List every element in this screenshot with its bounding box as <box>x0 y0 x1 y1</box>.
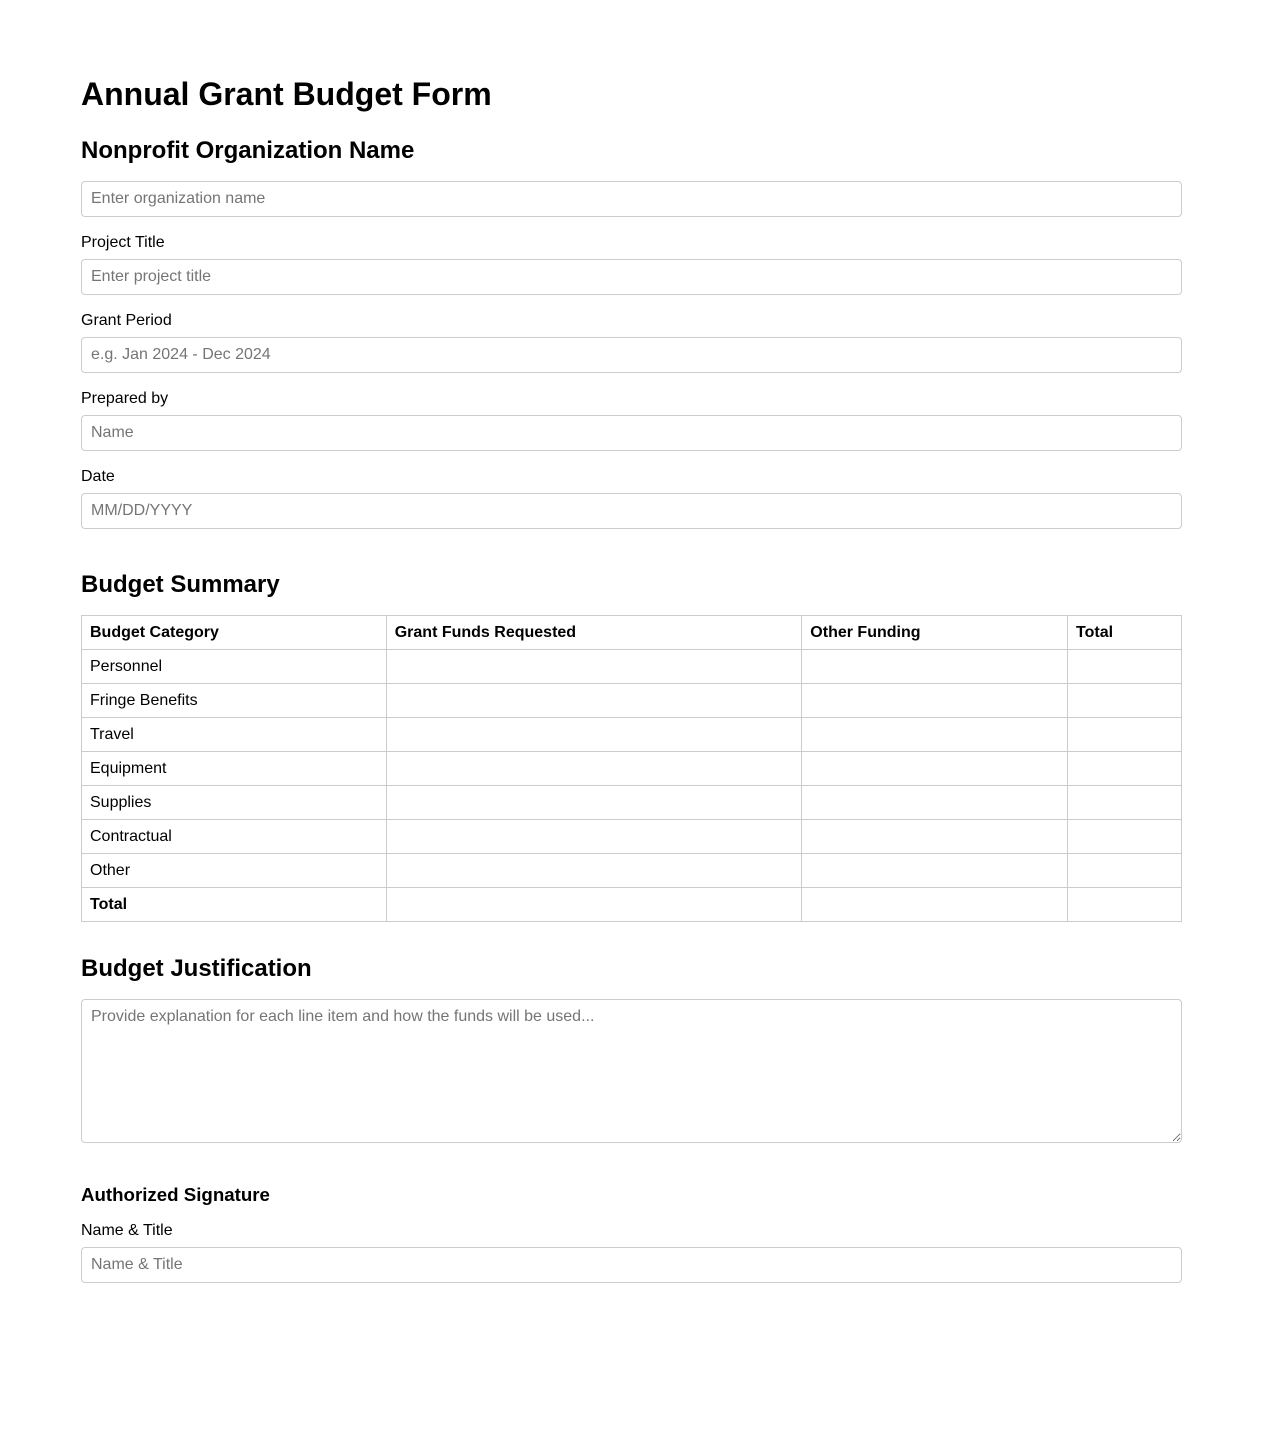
category-cell: Supplies <box>82 786 387 820</box>
total-cell[interactable] <box>1068 786 1182 820</box>
budget-justification-textarea[interactable] <box>81 999 1182 1143</box>
organization-name-input[interactable] <box>81 181 1182 217</box>
other-funding-cell[interactable] <box>802 854 1068 888</box>
table-row <box>82 684 1182 718</box>
date-label: Date <box>81 468 115 485</box>
category-cell: Fringe Benefits <box>82 684 387 718</box>
other-funding-cell[interactable] <box>802 820 1068 854</box>
other-funding-cell[interactable] <box>802 752 1068 786</box>
budget-summary-table <box>81 615 1182 922</box>
other-funding-cell[interactable] <box>802 786 1068 820</box>
grant-funds-cell[interactable] <box>386 854 802 888</box>
prepared-by-input[interactable] <box>81 415 1182 451</box>
total-cell[interactable] <box>1068 684 1182 718</box>
other-funding-cell[interactable] <box>802 718 1068 752</box>
grant-funds-cell[interactable] <box>386 650 802 684</box>
category-cell: Travel <box>82 718 387 752</box>
column-header-total: Total <box>1068 616 1182 650</box>
table-row <box>82 786 1182 820</box>
table-total-row <box>82 888 1182 922</box>
grant-funds-cell[interactable] <box>386 820 802 854</box>
organization-heading: Nonprofit Organization Name <box>81 137 415 164</box>
date-input[interactable] <box>81 493 1182 529</box>
grand-total-cell[interactable] <box>1068 888 1182 922</box>
grant-funds-cell[interactable] <box>386 718 802 752</box>
grant-period-input[interactable] <box>81 337 1182 373</box>
category-cell: Other <box>82 854 387 888</box>
grant-period-label: Grant Period <box>81 312 172 329</box>
category-cell: Personnel <box>82 650 387 684</box>
budget-summary-heading: Budget Summary <box>81 571 280 598</box>
page-title: Annual Grant Budget Form <box>81 76 492 112</box>
table-row <box>82 752 1182 786</box>
table-row <box>82 854 1182 888</box>
budget-justification-heading: Budget Justification <box>81 955 312 982</box>
column-header-other-funding: Other Funding <box>802 616 1068 650</box>
table-row <box>82 820 1182 854</box>
table-row <box>82 650 1182 684</box>
category-cell: Contractual <box>82 820 387 854</box>
table-row <box>82 718 1182 752</box>
total-cell[interactable] <box>1068 752 1182 786</box>
total-cell[interactable] <box>1068 718 1182 752</box>
total-cell[interactable] <box>1068 650 1182 684</box>
category-cell: Equipment <box>82 752 387 786</box>
grant-funds-total-cell[interactable] <box>386 888 802 922</box>
column-header-grant-funds: Grant Funds Requested <box>386 616 802 650</box>
project-title-input[interactable] <box>81 259 1182 295</box>
name-title-label: Name & Title <box>81 1222 173 1239</box>
other-funding-cell[interactable] <box>802 684 1068 718</box>
table-header-row <box>82 616 1182 650</box>
total-cell[interactable] <box>1068 854 1182 888</box>
grant-funds-cell[interactable] <box>386 684 802 718</box>
grant-funds-cell[interactable] <box>386 752 802 786</box>
other-funding-total-cell[interactable] <box>802 888 1068 922</box>
name-title-input[interactable] <box>81 1247 1182 1283</box>
other-funding-cell[interactable] <box>802 650 1068 684</box>
grant-funds-cell[interactable] <box>386 786 802 820</box>
prepared-by-label: Prepared by <box>81 390 169 407</box>
total-cell[interactable] <box>1068 820 1182 854</box>
authorized-signature-heading: Authorized Signature <box>81 1184 270 1205</box>
project-title-label: Project Title <box>81 234 165 251</box>
total-label-cell: Total <box>82 888 387 922</box>
column-header-category: Budget Category <box>82 616 387 650</box>
